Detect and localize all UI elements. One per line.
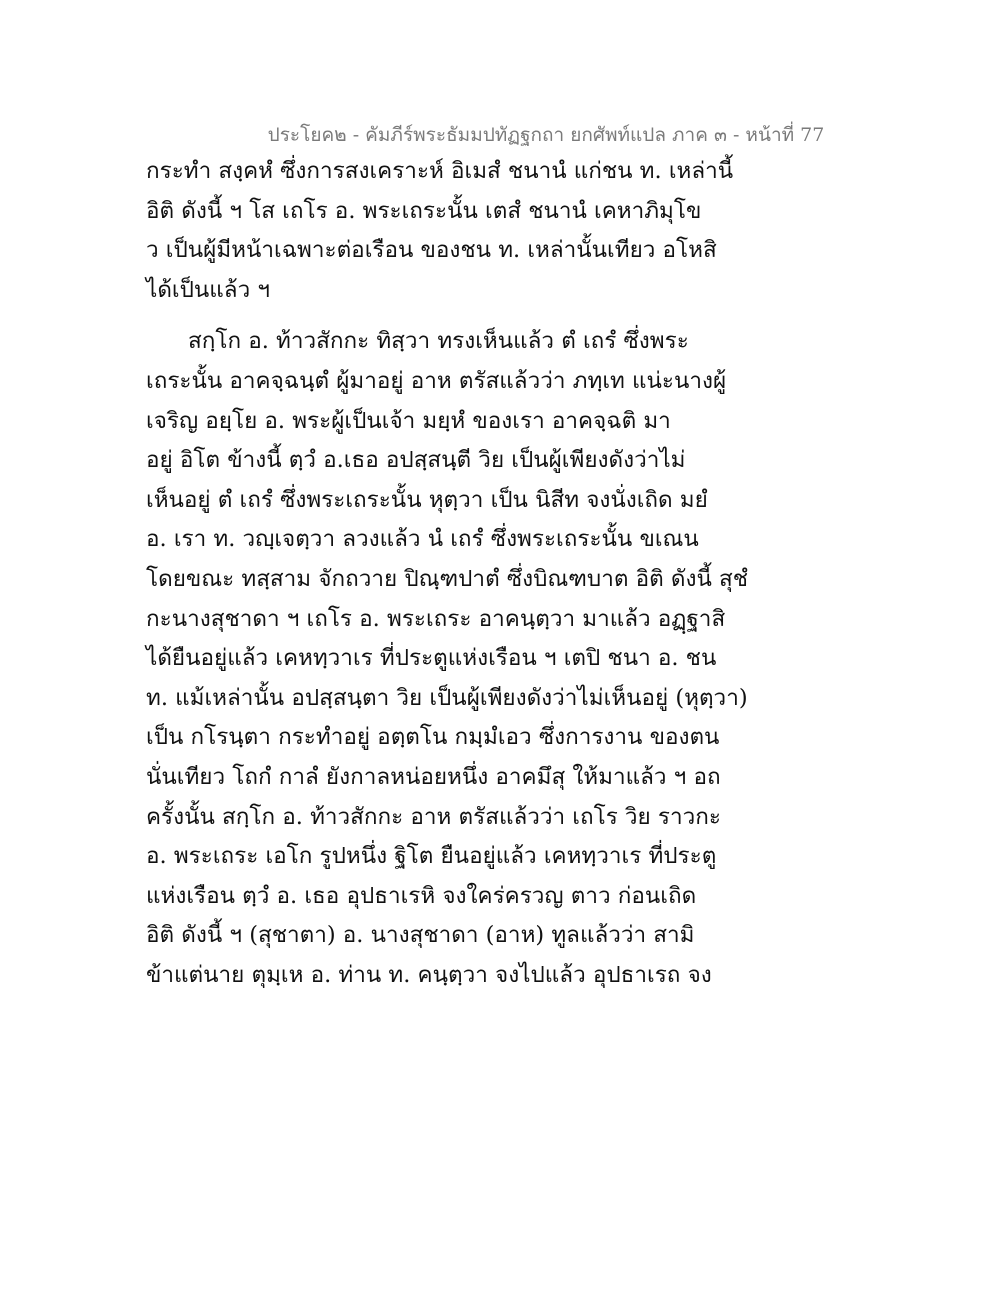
text-line: อิติ ดังนี้ ฯ โส เถโร อ. พระเถระนั้น เตสํ ชนานํ เคหาภิมุโข [146,197,702,224]
text-line: อิติ ดังนี้ ฯ (สุชาตา) อ. นางสุชาดา (อาห) ทูลแล้วว่า สามิ [146,922,695,949]
text-line: กะนางสุชาดา ฯ เถโร อ. พระเถระ อาคนฺตฺวา มาแล้ว อฏฺฐาสิ [146,605,726,632]
text-line: แห่งเรือน ตฺวํ อ. เธอ อุปธาเรหิ จงใคร่ครวญ ตาว ก่อนเถิด [146,882,697,909]
text-line: เถระนั้น อาคจฺฉนฺตํ ผู้มาอยู่ อาห ตรัสแล้วว่า ภทฺเท แน่ะนางผู้ [146,367,727,394]
text-line: อ. เรา ท. วญฺเจตฺวา ลวงแล้ว นํ เถรํ ซึ่งพระเถระนั้น ขเณน [146,526,699,553]
running-header-text: ประโยค๒ - คัมภีร์พระธัมมปทัฏฐกถา ยกศัพท์แปล ภาค ๓ - หน้าที่ 77 [267,124,825,146]
text-line: ครั้งนั้น สกฺโก อ. ท้าวสักกะ อาห ตรัสแล้วว่า เถโร วิย ราวกะ [146,803,721,830]
running-header [0,120,1000,150]
text-line: เป็น กโรนฺตา กระทำอยู่ อตฺตโน กมฺมํเอว ซึ่งการงาน ของตน [146,724,720,751]
text-line: ข้าแต่นาย ตุมฺเห อ. ท่าน ท. คนฺตฺวา จงไปแล้ว อุปธาเรถ จง [146,961,712,988]
text-line: ท. แม้เหล่านั้น อปสฺสนฺตา วิย เป็นผู้เพียงดังว่าไม่เห็นอยู่ (หุตฺวา) [146,684,748,711]
text-line: เห็นอยู่ ตํ เถรํ ซึ่งพระเถระนั้น หุตฺวา เป็น นิสีท จงนั่งเถิด มยํ [146,486,708,513]
text-line: นั่นเทียว โถกํ กาลํ ยังกาลหน่อยหนึ่ง อาคมึสุ ให้มาแล้ว ฯ อถ [146,763,721,790]
text-line: เจริญ อยฺโย อ. พระผู้เป็นเจ้า มยฺหํ ของเรา อาคจฺฉติ มา [146,407,671,434]
text-line: อ. พระเถระ เอโก รูปหนึ่ง ฐิโต ยืนอยู่แล้ว เคหทฺวาเร ที่ประตู [146,843,717,870]
text-line: ว เป็นผู้มีหน้าเฉพาะต่อเรือน ของชน ท. เหล่านั้นเทียว อโหสิ [146,237,717,264]
text-line: ได้เป็นแล้ว ฯ [146,276,270,303]
text-line: กระทำ สงฺคหํ ซึ่งการสงเคราะห์ อิเมสํ ชนานํ แก่ชน ท. เหล่านี้ [146,158,734,184]
paragraph-first-line: สกฺโก อ. ท้าวสักกะ ทิสฺวา ทรงเห็นแล้ว ตํ เถรํ ซึ่งพระ [188,328,689,355]
body-text [146,152,749,995]
text-line: ได้ยืนอยู่แล้ว เคหทฺวาเร ที่ประตูแห่งเรือน ฯ เตปิ ชนา อ. ชน [146,645,717,672]
text-line: โดยขณะ ทสฺสาม จักถวาย ปิณฺฑปาตํ ซึ่งบิณฑบาต อิติ ดังนี้ สุชํ [146,565,749,592]
text-line: อยู่ อิโต ข้างนี้ ตฺวํ อ.เธอ อปสฺสนฺตี วิย เป็นผู้เพียงดังว่าไม่ [146,447,686,474]
